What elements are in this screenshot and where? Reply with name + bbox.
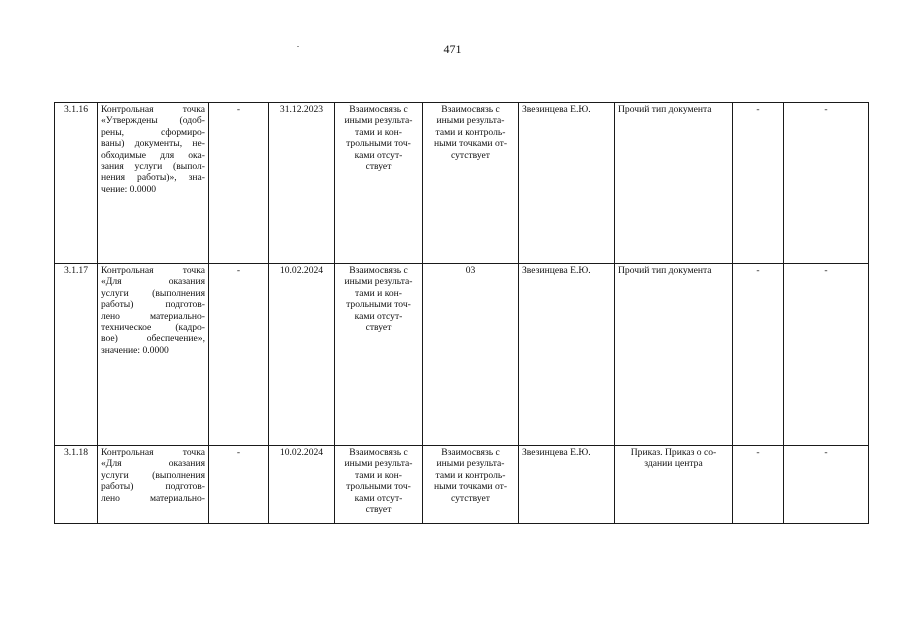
relation-line: ками отсут- (354, 310, 403, 322)
description-line: работы) подготов- (101, 299, 205, 311)
relation-control-points-cell (423, 264, 519, 446)
responsible-cell: Звезинцева Е.Ю. (519, 446, 615, 524)
row-number-cell: 3.1.16 (55, 103, 98, 264)
description-line: «Для оказания (101, 276, 205, 288)
relation-results-cell (335, 103, 423, 264)
relation-line: ствует (365, 322, 392, 334)
relation-line: ными точками от- (433, 138, 508, 150)
relation-line: иными результа- (436, 115, 505, 127)
description-line: рены, сформиро- (101, 126, 205, 138)
date-cell: 31.12.2023 (269, 103, 335, 264)
description-line: Контрольная точка (101, 265, 205, 276)
relation-line: тами и кон- (354, 469, 402, 481)
description-line: вое) обеспечение», (101, 333, 205, 345)
relation-line: ками отсут- (354, 149, 403, 161)
relation-line: иными результа- (344, 458, 413, 470)
description-line: чение: 0.0000 (101, 183, 157, 195)
description-line: обходимые для ока- (101, 149, 205, 161)
row-number-cell: 3.1.18 (55, 446, 98, 524)
dash-cell: - (784, 446, 869, 524)
relation-line: тами и кон- (354, 287, 402, 299)
responsible-cell: Звезинцева Е.Ю. (519, 264, 615, 446)
responsible-cell: Звезинцева Е.Ю. (519, 103, 615, 264)
relation-line: Взаимосвязь с (441, 104, 500, 115)
table-row (55, 446, 869, 524)
relation-line: сутствует (450, 149, 490, 161)
relation-line: Взаимосвязь с (349, 104, 408, 115)
description-line: нения работы)», зна- (101, 172, 205, 184)
description-line: услуги (выполнения (101, 469, 205, 481)
description-line: работы) подготов- (101, 481, 205, 493)
relation-control-points-cell (423, 103, 519, 264)
relation-line: тами и контроль- (435, 126, 506, 138)
relation-line: трольными точ- (346, 299, 411, 311)
dash-cell: - (733, 446, 784, 524)
relation-line: тами и кон- (354, 126, 402, 138)
document-type-cell (615, 103, 733, 264)
description-cell (98, 264, 209, 446)
relation-line: Взаимосвязь с (441, 447, 500, 458)
date-cell: 10.02.2024 (269, 264, 335, 446)
relation-line: тами и контроль- (435, 469, 506, 481)
dash-cell: - (733, 103, 784, 264)
description-line: лено материально- (101, 310, 205, 322)
relation-line: Взаимосвязь с (349, 447, 408, 458)
relation-line: трольными точ- (346, 481, 411, 493)
description-line: зания услуги (выпол- (101, 161, 205, 173)
document-type-line: Прочий тип документа (618, 265, 712, 276)
table-row (55, 264, 869, 446)
relation-control-points-cell (423, 446, 519, 524)
relation-results-cell (335, 264, 423, 446)
relation-line: иными результа- (344, 115, 413, 127)
description-line: услуги (выполнения (101, 287, 205, 299)
description-cell (98, 446, 209, 524)
relation-line: ствует (365, 504, 392, 516)
dash-cell: - (209, 103, 269, 264)
relation-line: ными точками от- (433, 481, 508, 493)
description-line: ваны) документы, не- (101, 138, 205, 150)
relation-line: ками отсут- (354, 492, 403, 504)
relation-line: иными результа- (436, 458, 505, 470)
row-number-cell: 3.1.17 (55, 264, 98, 446)
document-type-cell (615, 446, 733, 524)
document-type-line: здании центра (644, 458, 703, 470)
description-line: значение: 0.0000 (101, 344, 169, 356)
description-line: Контрольная точка (101, 104, 205, 115)
scan-dot (297, 46, 299, 47)
relation-line: трольными точ- (346, 138, 411, 150)
document-type-line: Прочий тип документа (618, 104, 712, 115)
dash-cell: - (209, 264, 269, 446)
dash-cell: - (784, 264, 869, 446)
description-line: «Для оказания (101, 458, 205, 470)
description-line: Контрольная точка (101, 447, 205, 458)
document-type-cell (615, 264, 733, 446)
control-points-table (54, 102, 869, 524)
dash-cell: - (784, 103, 869, 264)
description-line: техническое (кадро- (101, 322, 205, 334)
document-type-line: Приказ. Приказ о со- (630, 447, 717, 458)
description-line: лено материально- (101, 492, 205, 504)
page-number: 471 (443, 42, 462, 56)
description-line: «Утверждены (одоб- (101, 115, 205, 127)
description-cell (98, 103, 209, 264)
relation-line: ствует (365, 161, 392, 173)
relation-line: 03 (465, 265, 476, 276)
relation-line: Взаимосвязь с (349, 265, 408, 276)
table-body (55, 103, 869, 524)
dash-cell: - (733, 264, 784, 446)
relation-line: сутствует (450, 492, 490, 504)
table-row (55, 103, 869, 264)
relation-line: иными результа- (344, 276, 413, 288)
date-cell: 10.02.2024 (269, 446, 335, 524)
dash-cell: - (209, 446, 269, 524)
relation-results-cell (335, 446, 423, 524)
